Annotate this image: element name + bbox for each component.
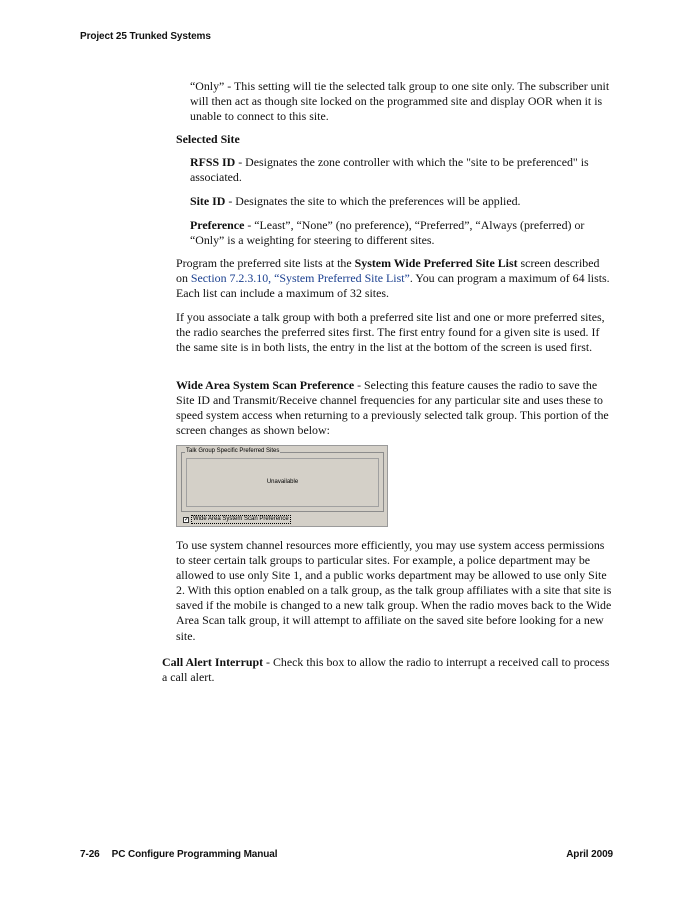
site-id-label: Site ID — [190, 194, 226, 208]
section-link[interactable]: Section 7.2.3.10, “System Preferred Site List” — [190, 271, 410, 286]
program-lists-paragraph: Program the preferred site lists at the System Wide Preferred Site List screen described on Section 7.2.3.10, “System Preferred Site List”. You can program a maximum of 64 lists. Each list can include a maximum of 32 sites. — [176, 256, 610, 301]
wide-area-paragraph — [176, 378, 612, 438]
call-alert-paragraph — [162, 655, 612, 685]
running-header: Project 25 Trunked Systems — [80, 31, 211, 42]
footer-left — [80, 849, 277, 860]
site-id-paragraph — [190, 194, 612, 209]
wide-area-scan-checkbox-label[interactable]: Wide Area System Scan Preference — [193, 516, 289, 522]
rfss-id-label: RFSS ID — [190, 155, 236, 169]
preferred-sites-screenshot — [176, 445, 388, 527]
rfss-id-paragraph — [190, 155, 612, 185]
wide-area-scan-checkbox[interactable]: ✓ — [184, 516, 190, 523]
preference-text: - “Least”, “None” (no preference), “Preferred”, “Always (preferred) or “Only” is a weighting for steering to different sites. — [190, 218, 585, 248]
unavailable-text: Unavailable — [266, 479, 299, 485]
preference-paragraph — [190, 218, 612, 248]
selected-site-heading: Selected Site — [176, 132, 240, 146]
footer-date: April 2009 — [566, 849, 613, 860]
manual-title: PC Configure Programming Manual — [111, 849, 278, 860]
call-alert-text: - Check this box to allow the radio to interrupt a received call to process a call alert. — [162, 655, 610, 685]
only-option-paragraph: “Only” - This setting will tie the selected talk group to one site only. The subscriber unit will then act as though site locked on the programmed site and display OOR when it is unable to connect to this site. — [190, 79, 610, 124]
system-resources-paragraph: To use system channel resources more efficiently, you may use system access permissions to steer certain talk groups to particular sites. For example, a police department may be allowed to use only Site 1, and a public works department may be allowed to use only Site 2. With this option enabled on a talk group, as the talk group affiliates with a site that site is saved if the mobile is changed to a new talk group. When the radio moves back to the Wide Area Scan talk group, it will attempt to affiliate on the saved site before looking for a new site. — [176, 538, 612, 643]
wide-area-scan-option[interactable] — [183, 515, 291, 524]
talk-group-preferred-sites-group — [181, 448, 384, 512]
preferred-sites-area — [186, 458, 379, 507]
site-id-text: - Designates the site to which the preferences will be applied. — [225, 194, 521, 208]
wide-area-text: - Selecting this feature causes the radio to save the Site ID and Transmit/Receive channel frequencies for any particular site and uses these to speed system access when returning to a previously selected talk group. This portion of the screen changes as shown below: — [176, 378, 609, 438]
system-wide-list-term: System Wide Preferred Site List — [354, 256, 518, 270]
wide-area-label: Wide Area System Scan Preference — [176, 378, 355, 392]
page-number: 7-26 — [80, 849, 100, 860]
rfss-id-text: - Designates the zone controller with which the "site to be preferenced" is associated. — [190, 155, 589, 185]
preference-label: Preference — [190, 218, 245, 232]
group-label: Talk Group Specific Preferred Sites — [186, 448, 280, 454]
associate-paragraph: If you associate a talk group with both a preferred site list and one or more preferred sites, the radio searches the preferred sites first. The first entry found for a given site is used. If the same site is in both lists, the entry in the list at the bottom of the screen is used first. — [176, 310, 605, 355]
call-alert-label: Call Alert Interrupt — [162, 655, 264, 669]
